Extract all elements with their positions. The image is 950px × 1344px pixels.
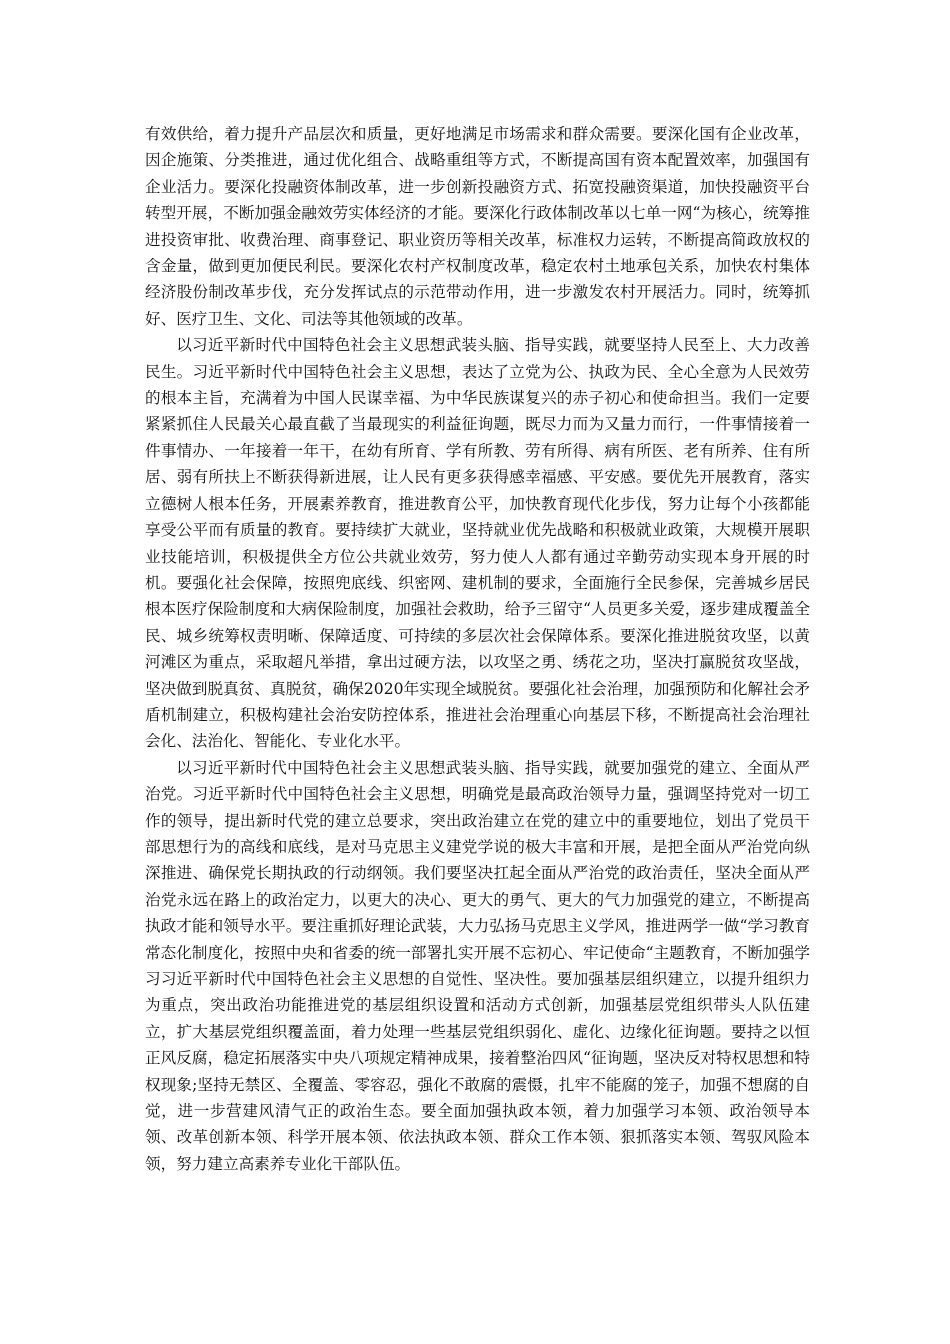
paragraph-reform-continuation: 有效供给，着力提升产品层次和质量，更好地满足市场需求和群众需要。要深化国有企业改革，因企施策、分类推进，通过优化组合、战略重组等方式，不断提高国有资本配置效率，加强国有企业活力。要深化投融资体制改革，进一步创新投融资方式、拓宽投融资渠道，加快投融资平台转型开展，不断加强金融效劳实体经济的才能。要深化行政体制改革以七单一网“为核心，统筹推进投资审批、收费治理、商事登记、职业资历等相关改革，标准权力运转，不断提高简政放权的含金量，做到更加便民利民。要深化农村产权制度改革，稳定农村土地承包关系，加快农村集体经济股份制改革步伐，充分发挥试点的示范带动作用，进一步激发农村开展活力。同时，统筹抓好、医疗卫生、文化、司法等其他领域的改革。: [145, 125, 810, 328]
document-body: [145, 121, 810, 1177]
paragraph-livelihood: 以习近平新时代中国特色社会主义思想武装头脑、指导实践，就要坚持人民至上、大力改善民生。习近平新时代中国特色社会主义思想，表达了立党为公、执政为民、全心全意为人民效劳的根本主旨，充满着为中国人民谋幸福、为中华民族谋复兴的赤子初心和使命担当。我们一定要紧紧抓住人民最关心最直截了当最现实的利益征询题，既尽力而为又量力而行，一件事情接着一件事情办、一年接着一年干，在幼有所育、学有所教、劳有所得、病有所医、老有所养、住有所居、弱有所扶上不断获得新进展，让人民有更多获得感幸福感、平安感。要优先开展教育，落实立德树人根本任务，开展素养教育，推进教育公平，加快教育现代化步伐，努力让每个小孩都能享受公平而有质量的教育。要持续扩大就业，坚持就业优先战略和积极就业政策，大规模开展职业技能培训，积极提供全方位公共就业效劳，努力使人人都有通过辛勤劳动实现本身开展的时机。要强化社会保障，按照兜底线、织密网、建机制的要求，全面施行全民参保，完善城乡居民根本医疗保险制度和大病保险制度，加强社会救助，给予三留守“人员更多关爱，逐步建成覆盖全民、城乡统筹权责明晰、保障适度、可持续的多层次社会保障体系。要深化推进脱贫攻坚，以黄河滩区为重点，采取超凡举措，拿出过硬方法，以攻坚之勇、绣花之功，坚决打赢脱贫攻坚战，坚决做到脱真贫、真脱贫，确保2020年实现全域脱贫。要强化社会治理，加强预防和化解社会矛盾机制建立，积极构建社会治安防控体系，推进社会治理重心向基层下移，不断提高社会治理社会化、法治化、智能化、专业化水平。: [145, 336, 810, 751]
paragraph-party-building: 以习近平新时代中国特色社会主义思想武装头脑、指导实践，就要加强党的建立、全面从严治党。习近平新时代中国特色社会主义思想，明确党是最高政治领导力量，强调坚持党对一切工作的领导，提出新时代党的建立总要求，突出政治建立在党的建立中的重要地位，划出了党员干部思想行为的高线和底线，是对马克思主义建党学说的极大丰富和开展，是把全面从严治党向纵深推进、确保党长期执政的行动纲领。我们要坚决扛起全面从严治党的政治责任，坚决全面从严治党永远在路上的政治定力，以更大的决心、更大的勇气、更大的气力加强党的建立，不断提高执政才能和领导水平。要注重抓好理论武装，大力弘扬马克思主义学风，推进两学一做“学习教育常态化制度化，按照中央和省委的统一部署扎实开展不忘初心、牢记使命“主题教育，不断加强学习习近平新时代中国特色社会主义思想的自觉性、坚决性。要加强基层组织建立，以提升组织力为重点，突出政治功能推进党的基层组织设置和活动方式创新，加强基层党组织带头人队伍建立，扩大基层党组织覆盖面，着力处理一些基层党组织弱化、虚化、边缘化征询题。要持之以恒正风反腐，稳定拓展落实中央八项规定精神成果，接着整治四风“征询题，坚决反对特权思想和特权现象;坚持无禁区、全覆盖、零容忍，强化不敢腐的震慑，扎牢不能腐的笼子，加强不想腐的自觉，进一步营建风清气正的政治生态。要全面加强执政本领，着力加强学习本领、政治领导本领、改革创新本领、科学开展本领、依法执政本领、群众工作本领、狠抓落实本领、驾驭风险本领，努力建立高素养专业化干部队伍。: [145, 758, 810, 1173]
